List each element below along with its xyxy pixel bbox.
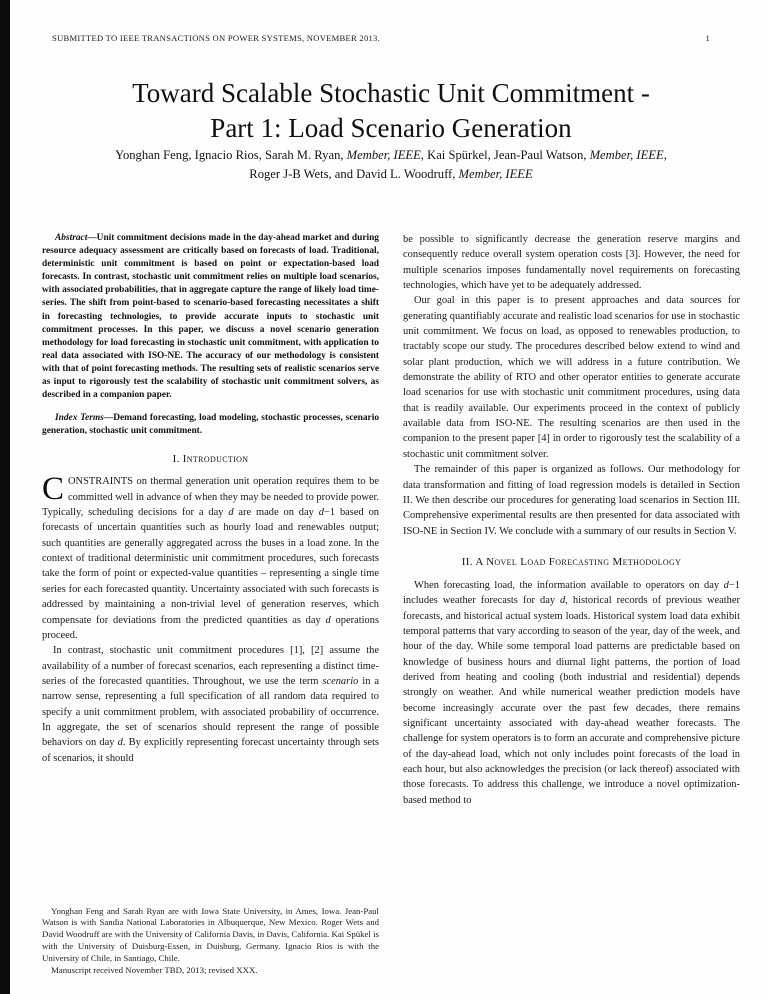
running-header bbox=[52, 33, 710, 43]
right-column bbox=[403, 232, 740, 977]
author-list bbox=[42, 146, 740, 183]
methodology-paragraph-1: When forecasting load, the information available to operators on day d−1 includes weather forecasts for day d, historical records of previous weather forecasts, and historical actual system loads. Historical system load data exhibit temporal patterns that vary according to season of the year, day of the week, and hour of the day. While some temporal load patterns are predictable based on knowledge of business hours and diurnal light patterns, the portion of load derived from heating and cooling (both industrial and residential) depends strongly on weather. And while numerical weather prediction models have become increasingly accurate over the past few decades, there remains significant uncertainty associated with day-ahead weather forecasts. The challenge for system operators is to form an accurate and comprehensive picture of the day-ahead load, which not only includes point forecasts of the load in each hour, but also acknowledges the precision (or lack thereof) associated with those forecasts. To address this challenge, we introduce a novel optimization-based method to bbox=[403, 579, 740, 806]
intro-paragraph-1 bbox=[42, 471, 379, 643]
section-heading-introduction: I. Introduction bbox=[172, 453, 249, 466]
drop-cap: C bbox=[42, 471, 65, 508]
section-heading-methodology: II. A Novel Load Forecasting Methodology bbox=[461, 555, 682, 568]
two-column-body bbox=[42, 232, 740, 977]
left-column bbox=[42, 232, 379, 977]
abstract-paragraph: Abstract—Unit commitment decisions made in the day-ahead market and during resource adequacy assessment are critically based on forecasts of load. Traditional, deterministic unit commitment is based on point or expectation-based load forecasts. In contrast, stochastic unit commitment relies on multiple load scenarios, with associated probabilities, that in aggregate capture the range of likely load time-series. The shift from point-based to scenario-based forecasting necessitates a shift in forecasting technologies, to provide accurate inputs to stochastic unit commitment processes. In this paper, we discuss a novel scenario generation methodology for load forecasting in stochastic unit commitment, with application to real data associated with ISO-NE. The accuracy of our methodology is consistent with that of point forecasting methods. The resulting sets of realistic scenarios serve as input to rigorously test the scalability of stochastic unit commitment solvers, as described in a companion paper. bbox=[42, 233, 379, 401]
page-number: 1 bbox=[705, 33, 710, 43]
paper-title bbox=[42, 76, 740, 146]
authors-line2: Roger J-B Wets, and David L. Woodruff, Member, IEEE bbox=[249, 166, 533, 181]
right-paragraph-3: The remainder of this paper is organized as follows. Our methodology for data transformation and fitting of load regression models is detailed in Section II. We then describe our procedures for generating load scenarios in Section III. Comprehensive experimental results are then presented for data associated with ISO-NE in Section IV. We conclude with a summary of our results in Section V. bbox=[403, 464, 740, 537]
paper-title-line1: Toward Scalable Stochastic Unit Commitment - bbox=[132, 78, 650, 108]
first-page-footnote bbox=[42, 906, 379, 977]
scan-edge-bar bbox=[0, 0, 10, 994]
intro-paragraph-2: In contrast, stochastic unit commitment procedures [1], [2] assume the availability of a number of forecast scenarios, each representing a distinct time-series of the forecasted quantities. Throughout, we use the term scenario in a narrow sense, representing a full specification of all random data required to specify a unit commitment problem, with associated probability of occurrence. In aggregate, the set of scenarios should represent the range of possible behaviors on day d. By explicitly representing forecast uncertainty through sets of scenarios, it should bbox=[42, 645, 379, 764]
right-paragraph-1: be possible to significantly decrease the generation reserve margins and consequently reduce overall system operation costs [3]. However, the need for multiple scenarios imposes fundamentally novel requirements on forecasting technologies, which have yet to be adequately addressed. bbox=[403, 234, 740, 292]
footnote-manuscript: Manuscript received November TBD, 2013; revised XXX. bbox=[51, 965, 258, 976]
running-header-text: SUBMITTED TO IEEE TRANSACTIONS ON POWER SYSTEMS, NOVEMBER 2013. bbox=[52, 33, 381, 43]
authors-line1: Yonghan Feng, Ignacio Rios, Sarah M. Ryan, Member, IEEE, Kai Spürkel, Jean-Paul Watson, Member, IEEE, bbox=[115, 148, 667, 162]
right-paragraph-2: Our goal in this paper is to present approaches and data sources for generating quantifiably accurate and realistic load scenarios for use in stochastic unit commitment. We focus on load, as opposed to renewables production, to tractably scope our study. The procedures described below extend to wind and solar plant production, which we will address in a future contribution. We demonstrate the ability of RTO and other operator entities to generate accurate load scenarios for use with stochastic unit commitment procedures, using data that is readily available. Our experiments proceed in the context of publicly available data from ISO-NE. The resulting scenarios are then used in the companion to the present paper [4] in order to rigorously test the scalability of a stochastic unit commitment solver. bbox=[403, 295, 740, 460]
intro-paragraph-1-text: ONSTRAINTS on thermal generation unit operation requires them to be committed well in advance of when they may be needed to provide power. Typically, scheduling decisions for a day d are made on day d−1 based on forecasts of uncertain quantities such as hourly load and renewables output; such quantities are generally aggregated across the buses in a load zone. In the context of traditional deterministic unit commitment procedures, such forecasts take the form of point or expected-value quantities – representing a single time series for each forecasted quantity. Uncertainty associated with such forecasts is addressed by maintaining a non-trivial level of generation reserves, which compensate for deviations from the predicted quantities as day d operations proceed. bbox=[42, 476, 379, 641]
index-terms-paragraph: Index Terms—Demand forecasting, load modeling, stochastic processes, scenario generation, stochastic unit commitment. bbox=[42, 413, 379, 437]
footnote-affiliations: Yonghan Feng and Sarah Ryan are with Iowa State University, in Ames, Iowa. Jean-Paul Watson is with Sandia National Laboratories in Albuquerque, New Mexico. Roger Wets and David Woodruff are with the University of California Davis, in Davis, California. Kai Spükel is with the University of Duisburg-Essen, in Duisburg, Germany. Ignacio Rios is with the University of Chile, in Santiago, Chile. bbox=[42, 905, 379, 964]
paper-title-line2: Part 1: Load Scenario Generation bbox=[210, 113, 572, 143]
